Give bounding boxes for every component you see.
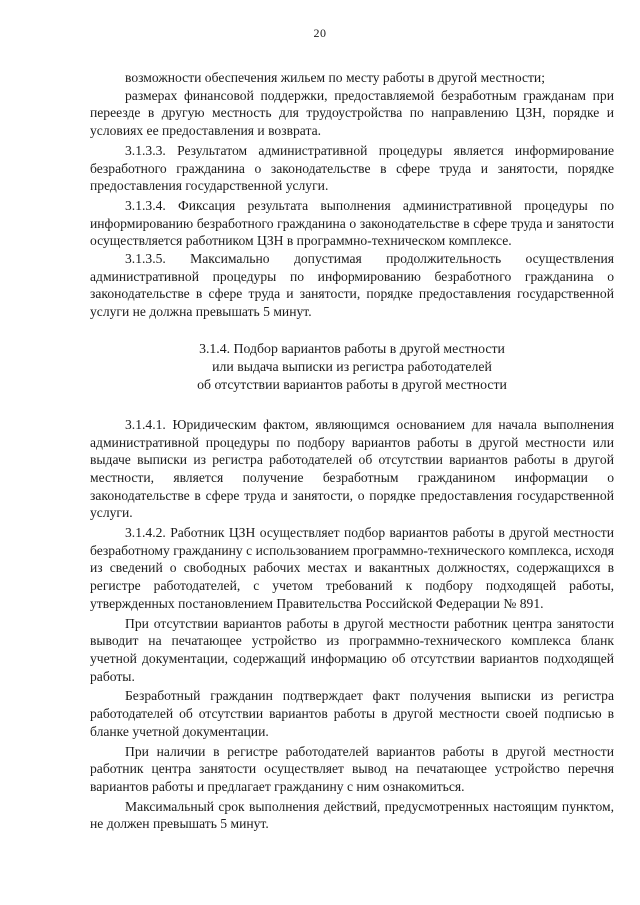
section-heading-line: об отсутствии вариантов работы в другой местности	[197, 376, 507, 392]
section-heading-line: 3.1.4. Подбор вариантов работы в другой местности	[199, 340, 505, 356]
document-body	[90, 69, 614, 833]
paragraph-vacancies-available: При наличии в регистре работодателей вариантов работы в другой местности работник центра занятости осуществляет вывод на печатающее устройство перечня вариантов работы и предлагает гражданину с ним ознакомиться.	[90, 743, 614, 794]
paragraph-housing-info: возможности обеспечения жильем по месту работы в другой местности;	[125, 70, 545, 85]
paragraph-max-duration: Максимальный срок выполнения действий, предусмотренных настоящим пунктом, не должен превышать 5 минут.	[90, 798, 614, 832]
paragraph-3-1-3-3: 3.1.3.3. Результатом административной процедуры является информирование безработного гражданина о законодательстве в сфере труда и занятости, порядке предоставления государственной услуги.	[90, 142, 614, 194]
paragraph-financial-support: размерах финансовой поддержки, предоставляемой безработным гражданам при переезде в другую местность для трудоустройства по направлению ЦЗН, порядке и условиях ее предоставления и возврата.	[90, 87, 614, 139]
paragraph-3-1-3-4: 3.1.3.4. Фиксация результата выполнения административной процедуры по информированию безработного гражданина о законодательстве в сфере труда и занятости осуществляется работником ЦЗН в программно-техническом комплексе.	[90, 197, 614, 249]
paragraph-no-vacancies: При отсутствии вариантов работы в другой местности работник центра занятости выводит на печатающее устройство из программно-технического комплекса бланк учетной документации, содержащий информацию об отсутствии вариантов подходящей работы.	[90, 615, 614, 684]
section-heading-line: или выдача выписки из регистра работодателей	[212, 358, 492, 374]
page-number: 20	[313, 26, 327, 40]
paragraph-3-1-4-2: 3.1.4.2. Работник ЦЗН осуществляет подбор вариантов работы в другой местности безработному гражданину с использованием программно-технического комплекса, исходя из сведений о свободных рабочих местах и вакантных должностях, содержащихся в регистре работодателей, с учетом требований к подбору подходящей работы, утвержденных постановлением Правительства Российской Федерации № 891.	[90, 525, 614, 611]
paragraph-3-1-4-1: 3.1.4.1. Юридическим фактом, являющимся основанием для начала выполнения административной процедуры по подбору вариантов работы в другой местности или выдаче выписки из регистра работодателей об отсутствии вариантов работы в другой местности, является получение безработным гражданином информации о законодательстве в сфере труда и занятости, о порядке предоставления государственной услуги.	[90, 416, 614, 521]
paragraph-signature-confirmation: Безработный гражданин подтверждает факт получения выписки из регистра работодателей об отсутствии вариантов работы в другой местности своей подписью в бланке учетной документации.	[90, 688, 614, 739]
paragraph-3-1-3-5: 3.1.3.5. Максимально допустимая продолжительность осуществления административной процедуры по информированию безработного гражданина о законодательстве в сфере труда и занятости, порядке предоставления государственной услуги не должна превышать 5 минут.	[90, 251, 614, 320]
section-heading-3-1-4	[90, 340, 614, 394]
